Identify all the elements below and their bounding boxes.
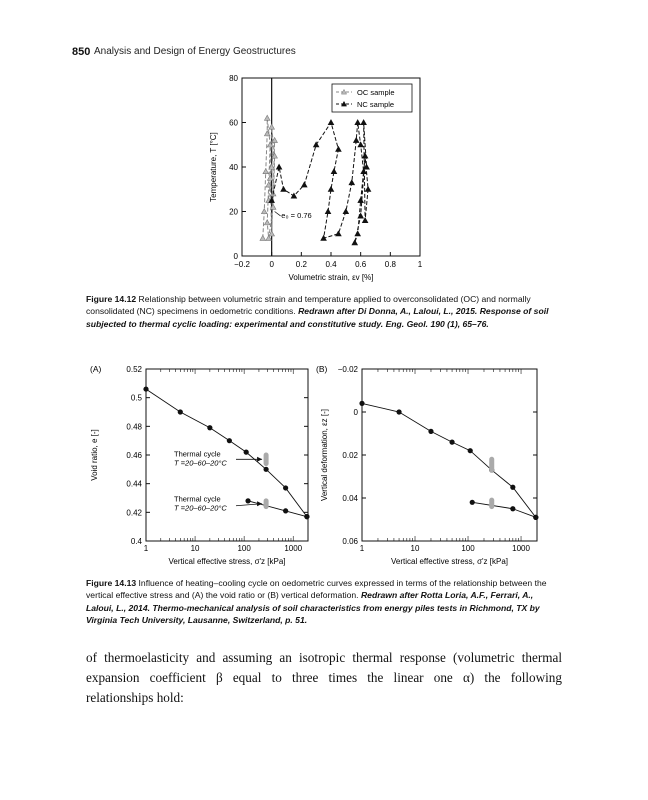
figure-14-12-caption-text: Relationship between volumetric strain and temperature applied to overconsolidated (OC) and normally consolidated (NC) specimens in oedometric conditions. [86,294,531,317]
panel-frame-1 [146,369,308,541]
arrow-head-2 [257,501,262,506]
data-point [245,498,250,503]
oc-point [269,124,275,129]
x-tick-label: 0.2 [295,260,307,269]
data-point [263,467,268,472]
y-tick-label: −0.02 [337,365,358,374]
x-tick-label: −0.2 [234,260,250,269]
nc-point [352,240,358,245]
data-point [143,386,148,391]
figure-14-13-citation: Redrawn after Rotta Loria, A.F., Ferrari, A., Laloui, L., 2014. Thermo-mechanical analysis of soil characteristics from energy piles tests in Richmond, TX by Virginia Tech University, Lausanne, Switzerland, p. 51. [86,590,540,626]
figure-14-12-caption [86,293,562,330]
nc-point [302,182,308,187]
nc-point [349,180,355,185]
y-tick-label: 0.5 [130,393,142,403]
data-point [510,506,515,511]
figure-14-12-chart [200,70,440,292]
figure-14-13-caption [86,577,562,627]
x-tick-label: 0 [269,260,274,269]
x-axis-label: Volumetric strain, εv [%] [288,273,374,282]
nc-point [362,153,368,158]
y-axis-label: Temperature, T [°C] [209,132,218,202]
y-tick-label: 40 [229,163,238,172]
running-header: Analysis and Design of Energy Geostructures [94,46,296,57]
y-axis-label: Void ratio, e [-] [90,429,99,481]
nc-point [281,186,287,191]
x-tick-label: 0.8 [384,260,396,269]
data-point [428,429,433,434]
y-tick-label: 0.44 [126,479,142,489]
x-tick-label: 1 [359,544,365,553]
series-line-2 [248,501,307,517]
y-tick-label: 0.48 [126,422,142,432]
page-number: 850 [72,46,91,58]
series-line-1 [146,389,307,517]
nc-point [331,169,337,174]
x-tick-label: 1 [143,544,149,553]
annotation-pointer [275,212,281,216]
x-tick-label: 1 [417,260,423,269]
nc-point [336,146,342,151]
y-tick-label: 0.52 [126,365,142,374]
data-point [283,485,288,490]
x-axis-label: Vertical effective stress, σ'z [kPa] [390,557,509,566]
x-tick-label: 10 [410,544,420,553]
y-tick-label: 0 [233,252,238,261]
data-point [533,515,538,520]
data-point [510,485,515,490]
y-axis-label: Vertical deformation, εz [-] [320,408,329,502]
data-point [470,500,475,505]
y-tick-label: 60 [229,118,238,128]
body-paragraph [86,648,562,708]
nc-point [365,186,371,191]
x-tick-label: 0.4 [325,260,337,269]
y-tick-label: 0.42 [126,508,142,518]
figure-14-12-label: Figure 14.12 [86,294,137,304]
data-point [244,450,249,455]
nc-point [328,186,334,191]
x-tick-label: 0.6 [355,260,367,269]
data-point [359,401,364,406]
data-point [396,409,401,414]
y-tick-label: 0.02 [342,451,358,460]
nc-point [355,120,361,125]
data-point [449,440,454,445]
data-point [207,425,212,430]
y-tick-label: 0.4 [130,537,142,546]
nc-point [355,231,361,236]
nc-point [358,198,364,203]
data-point [283,508,288,513]
data-point [227,438,232,443]
nc-point [325,209,331,214]
x-axis-label: Vertical effective stress, σ'z [kPa] [168,557,286,566]
series-line-1 [362,403,536,517]
figure-14-13-chart [86,360,562,576]
body-line-3: relationships hold: [86,690,184,705]
y-tick-label: 20 [229,207,238,217]
oc-point [264,220,270,225]
nc-point [328,120,334,125]
nc-point [336,231,342,236]
y-tick-label: 0 [353,408,358,417]
thermal-cycle-title-2: Thermal cycle [174,494,221,504]
x-tick-label: 1000 [284,544,303,553]
panel-label: (A) [90,364,102,374]
nc-point [361,120,367,125]
figure-14-13-label: Figure 14.13 [86,578,137,588]
data-point [304,514,309,519]
y-tick-label: 0.04 [342,494,358,503]
figure-14-13-caption-text: Influence of heating–cooling cycle on oedometric curves expressed in terms of the relationship between the vertical effective stress and (A) the void ratio or (B) vertical deformation. [86,578,547,601]
arrow-head [257,457,262,462]
data-point [468,448,473,453]
x-tick-label: 10 [190,544,200,553]
nc-point [353,138,359,143]
figure-14-12-citation: Redrawn after Di Donna, A., Laloui, L., 2015. Response of soil subjected to thermal cyclic loading: experimental and constitutive study. Eng. Geol. 190 (1), 65–76. [86,306,549,329]
y-tick-label: 0.46 [126,451,142,460]
legend-label: OC sample [357,88,395,97]
x-tick-label: 1000 [512,544,530,553]
data-point [178,409,183,414]
oc-point [264,115,270,120]
e0-annotation: e₀ = 0.76 [281,211,312,221]
panel-frame-2 [362,369,537,541]
oc-point [261,209,267,214]
body-line-2: thermal expansion coefficient β equal to three times the linear one α) the following [86,650,563,685]
y-tick-label: 80 [229,74,238,83]
thermal-cycle-range: T =20–60–20°C [174,458,227,468]
x-tick-label: 100 [237,544,251,553]
nc-point [276,164,282,169]
nc-point [358,213,364,218]
thermal-cycle-title: Thermal cycle [174,449,221,459]
oc-point [263,169,269,174]
x-tick-label: 100 [461,544,475,553]
nc-point [343,209,349,214]
thermal-cycle-range-2: T =20–60–20°C [174,503,227,513]
oc-point [260,235,266,240]
body-line-1: of thermoelasticity and assuming an isotropic thermal response (volumetric [86,650,515,665]
legend-label: NC sample [357,100,395,109]
y-tick-label: 0.06 [342,537,358,546]
panel-label: (B) [316,364,328,374]
